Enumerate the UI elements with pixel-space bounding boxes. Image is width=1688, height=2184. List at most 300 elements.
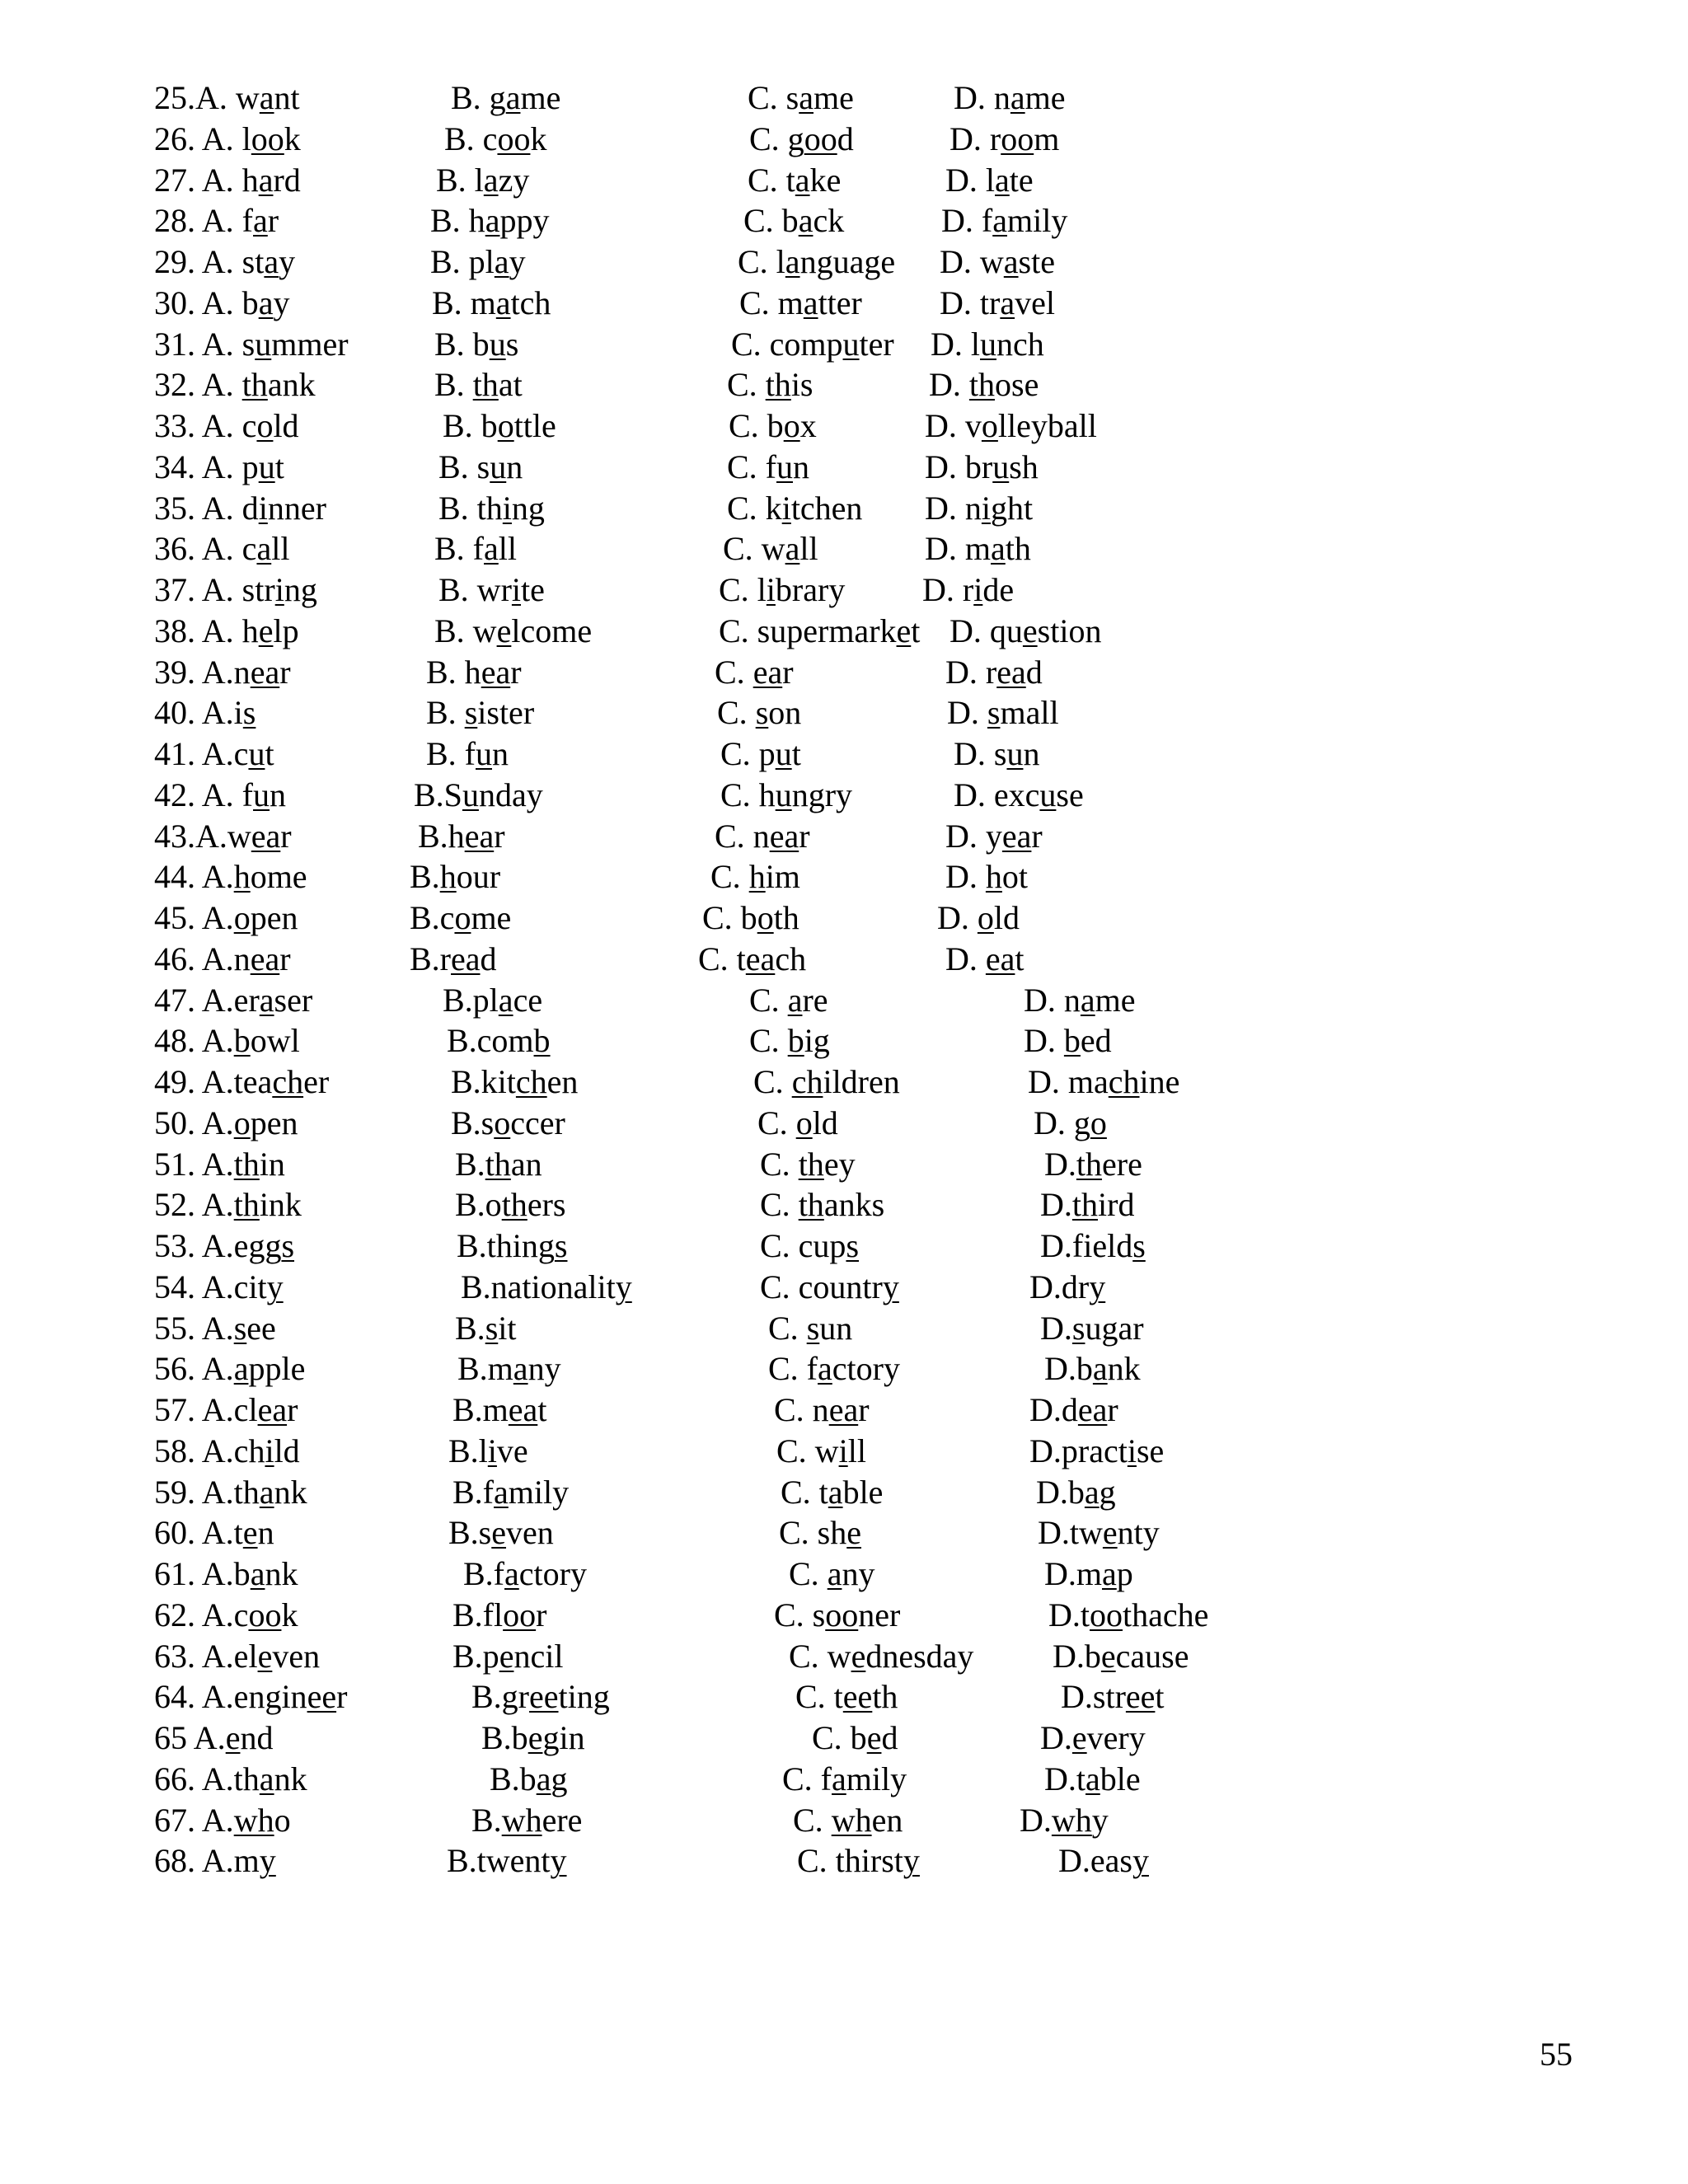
word-part: C. sh (779, 1514, 847, 1552)
word-part: k (530, 120, 547, 157)
question-number: 51. (154, 1145, 202, 1183)
option-d (950, 119, 1059, 160)
word-part: B.c (410, 899, 455, 936)
option-b (448, 1431, 528, 1472)
word-part: ven (506, 1514, 554, 1552)
option-b (447, 1840, 567, 1882)
option-d (1044, 1759, 1141, 1800)
word-part: mmer (271, 325, 349, 363)
option-a (154, 1840, 276, 1882)
word-part: thache (1123, 1596, 1209, 1633)
word-part: ter (859, 325, 894, 363)
question-number: 68. (154, 1842, 202, 1880)
underlined-sound: oo (1090, 1596, 1123, 1633)
word-part: C. (753, 1063, 792, 1100)
word-part: y (273, 284, 290, 321)
underlined-sound: ch (1108, 1063, 1140, 1100)
word-part: A.egg (201, 1227, 282, 1264)
underlined-sound: i (258, 489, 268, 527)
option-d (931, 324, 1044, 365)
word-part: ere (542, 1801, 583, 1839)
word-part: B.b (481, 1719, 528, 1756)
underlined-sound: i (274, 571, 284, 608)
option-c (812, 1718, 898, 1759)
underlined-sound: a (233, 1350, 249, 1388)
word-part: A. (201, 899, 234, 936)
option-a (154, 1759, 307, 1800)
question-number: 40. (154, 694, 202, 732)
option-d (937, 898, 1020, 939)
question-number: 28. (154, 202, 202, 240)
underlined-sound: s (281, 1227, 295, 1264)
word-part: B. s (438, 448, 490, 485)
word-part: B. l (436, 161, 484, 199)
question-number: 62. (154, 1596, 202, 1633)
option-d (1040, 1718, 1146, 1759)
underlined-sound: ea (1077, 1391, 1108, 1428)
option-c (774, 1595, 900, 1636)
question-number: 59. (154, 1473, 202, 1511)
word-part: D. v (925, 407, 982, 444)
word-part: stion (1037, 612, 1102, 649)
word-part: D.b (1044, 1350, 1093, 1388)
option-c (727, 488, 862, 529)
underlined-sound: oo (251, 120, 284, 157)
question-row (154, 1554, 1308, 1595)
option-a (154, 324, 349, 365)
word-part: A.b (201, 1555, 251, 1592)
underlined-sound: ee (842, 1678, 873, 1716)
underlined-sound: e (851, 1637, 866, 1675)
question-number: 41. (154, 735, 202, 772)
option-c (731, 324, 894, 365)
option-c (776, 1431, 866, 1472)
option-b (451, 1062, 578, 1103)
word-part: A.n (201, 653, 251, 691)
option-c (760, 1267, 899, 1308)
option-a (154, 1636, 320, 1677)
option-b (418, 816, 505, 857)
underlined-sound: u (776, 448, 793, 485)
word-part: ld (993, 899, 1020, 936)
word-part: ctory (832, 1350, 900, 1388)
underlined-sound: ee (529, 1678, 559, 1716)
option-b (438, 447, 523, 488)
underlined-sound: a (505, 79, 521, 116)
underlined-sound: a (495, 284, 511, 321)
word-part: B. (455, 1309, 485, 1347)
option-a (154, 1554, 298, 1595)
word-part: A. (201, 1104, 234, 1141)
underlined-sound: b (1063, 1022, 1081, 1060)
underlined-sound: o (783, 407, 800, 444)
option-a (154, 1718, 273, 1759)
word-part: D.b (1053, 1637, 1101, 1675)
word-part: D. exc (954, 776, 1040, 813)
word-part: n (492, 735, 509, 772)
question-number: 33. (154, 407, 202, 444)
word-part: D. (1040, 1719, 1072, 1756)
word-part: B.S (414, 776, 462, 813)
word-part: B. c (444, 120, 498, 157)
word-part: tchen (790, 489, 863, 527)
underlined-sound: b (787, 1022, 804, 1060)
option-c (789, 1554, 874, 1595)
underlined-sound: a (1000, 284, 1015, 321)
underlined-sound: o (494, 1104, 511, 1141)
option-b (457, 1348, 561, 1390)
underlined-sound: y (1089, 1268, 1106, 1305)
option-a (154, 652, 291, 693)
word-part: r (510, 653, 522, 691)
question-row (154, 1800, 1308, 1841)
question-number: 50. (154, 1104, 202, 1141)
option-d (1034, 1103, 1107, 1144)
underlined-sound: e (1071, 1719, 1087, 1756)
word-part: C. countr (760, 1268, 883, 1305)
option-a (154, 1267, 284, 1308)
word-part: B.m (452, 1391, 509, 1428)
option-a (154, 1676, 347, 1718)
option-c (749, 119, 854, 160)
question-row (154, 1676, 1308, 1718)
word-part: n (1023, 735, 1040, 772)
word-part: B. f (426, 735, 476, 772)
underlined-sound: s (1071, 1309, 1085, 1347)
option-b (490, 1759, 567, 1800)
option-a (154, 569, 317, 611)
underlined-sound: h (985, 858, 1002, 896)
word-part: n (506, 448, 523, 485)
question-list (154, 77, 1308, 1882)
word-part: lleyball (997, 407, 1097, 444)
word-part: D. f (941, 202, 993, 240)
word-part: r (1031, 817, 1043, 855)
word-part: ere (1102, 1145, 1142, 1183)
underlined-sound: a (828, 1473, 843, 1511)
underlined-sound: y (259, 1842, 276, 1880)
word-part: C. b (812, 1719, 867, 1756)
question-number: 32. (154, 366, 202, 404)
word-part: nk (274, 1473, 307, 1511)
question-number: 30. (154, 284, 202, 321)
word-part: ncil (513, 1637, 564, 1675)
question-row (154, 1390, 1308, 1431)
underlined-sound: a (256, 530, 272, 568)
word-part: n (270, 776, 287, 813)
underlined-sound: s (242, 694, 256, 732)
word-part: y (1091, 1801, 1109, 1839)
word-part: D.t (1048, 1596, 1090, 1633)
question-number: 61. (154, 1555, 202, 1592)
word-part: our (456, 858, 501, 896)
word-part: B. g (451, 79, 506, 116)
option-b (455, 1308, 517, 1349)
word-part: D. qu (950, 612, 1023, 649)
word-part: ner (858, 1596, 901, 1633)
question-row (154, 324, 1308, 365)
option-b (451, 1103, 565, 1144)
word-part: C. (789, 1555, 828, 1592)
word-part: dnesday (865, 1637, 974, 1675)
word-part: in (259, 1145, 285, 1183)
word-part: cause (1115, 1637, 1189, 1675)
option-d (925, 405, 1097, 447)
underlined-sound: a (991, 530, 1006, 568)
option-d (1058, 1840, 1149, 1882)
word-part: th (872, 1678, 898, 1716)
question-number: 34. (154, 448, 202, 485)
question-number: 48. (154, 1022, 202, 1060)
underlined-sound: y (550, 1842, 567, 1880)
underlined-sound: s (554, 1227, 568, 1264)
option-c (748, 160, 841, 201)
option-a (154, 1595, 298, 1636)
underlined-sound: y (903, 1842, 920, 1880)
option-b (430, 241, 526, 283)
question-row (154, 160, 1308, 201)
word-part: re (802, 981, 828, 1019)
word-part: n (257, 1514, 274, 1552)
underlined-sound: a (259, 1473, 274, 1511)
option-d (1044, 1144, 1142, 1185)
word-part: A. str (201, 571, 275, 608)
question-number: 31. (154, 325, 202, 363)
underlined-sound: a (258, 284, 274, 321)
option-d (947, 692, 1059, 733)
word-part: nk (265, 1555, 298, 1592)
underlined-sound: u (980, 325, 996, 363)
word-part: A. b (201, 284, 259, 321)
word-part: D.str (1061, 1678, 1126, 1716)
option-a (154, 77, 300, 119)
word-part: C. thirst (797, 1842, 903, 1880)
word-part: B. b (443, 407, 498, 444)
word-part: C. t (781, 1473, 828, 1511)
option-b (452, 1472, 569, 1513)
question-number: 57. (154, 1391, 202, 1428)
underlined-sound: oo (503, 1596, 537, 1633)
word-part: ll (271, 530, 290, 568)
question-row (154, 1103, 1308, 1144)
option-c (797, 1840, 920, 1882)
word-part: ttle (513, 407, 556, 444)
word-part: A. (201, 1350, 234, 1388)
word-part: ld (812, 1104, 838, 1141)
word-part: y (509, 243, 526, 280)
word-part: y (279, 243, 296, 280)
underlined-sound: u (1006, 735, 1024, 772)
word-part: nner (267, 489, 326, 527)
word-part: B.nationalit (461, 1268, 616, 1305)
question-number: 43. (154, 817, 195, 855)
underlined-sound: i (502, 489, 512, 527)
word-part: t (537, 1391, 547, 1428)
option-a (154, 980, 312, 1021)
option-d (945, 939, 1025, 980)
word-part: en (871, 1801, 903, 1839)
word-part: tter (818, 284, 862, 321)
underlined-sound: u (255, 325, 272, 363)
word-part: A. (201, 1022, 234, 1060)
question-number: 47. (154, 981, 202, 1019)
question-number: 42. (154, 776, 202, 813)
word-part: D. n (954, 79, 1010, 116)
word-part: A.th (201, 1760, 260, 1797)
word-part: A. h (201, 612, 259, 649)
question-row (154, 939, 1308, 980)
option-a (154, 1226, 294, 1267)
underlined-sound: ea (745, 940, 776, 977)
question-row (154, 1636, 1308, 1677)
option-c (717, 692, 801, 733)
word-part: C. s (774, 1596, 826, 1633)
word-part: r (279, 653, 291, 691)
underlined-sound: th (798, 1186, 824, 1224)
word-part: D. br (925, 448, 993, 485)
word-part: C. (760, 1186, 799, 1224)
word-part: A. (201, 1186, 234, 1224)
word-part: D.m (1044, 1555, 1102, 1592)
option-c (793, 1800, 903, 1841)
word-part: C. (749, 981, 788, 1019)
underlined-sound: th (233, 1186, 260, 1224)
underlined-sound: b (533, 1022, 551, 1060)
option-b (434, 324, 518, 365)
question-row (154, 405, 1308, 447)
word-part: ildren (823, 1063, 900, 1100)
option-b (410, 898, 511, 939)
word-part: D. g (1034, 1104, 1090, 1141)
underlined-sound: h (439, 858, 457, 896)
word-part: C. cup (760, 1227, 846, 1264)
option-a (154, 1103, 298, 1144)
option-a (154, 447, 284, 488)
word-part: ers (527, 1186, 566, 1224)
word-part: er (303, 1063, 330, 1100)
word-part: ll (799, 530, 818, 568)
question-row (154, 1062, 1308, 1103)
option-c (720, 775, 852, 816)
word-part: D. tr (940, 284, 1001, 321)
word-part: D. y (945, 817, 1002, 855)
option-a (154, 898, 298, 939)
word-part: A. st (201, 243, 265, 280)
word-part: D. (945, 858, 986, 896)
option-b (463, 1554, 587, 1595)
underlined-sound: a (494, 243, 509, 280)
word-part: A.cl (201, 1391, 258, 1428)
underlined-sound: wh (233, 1801, 274, 1839)
word-part: lp (273, 612, 299, 649)
underlined-sound: th (968, 366, 996, 404)
option-a (154, 1800, 291, 1841)
word-part: B. m (432, 284, 496, 321)
word-part: D. ma (1028, 1063, 1109, 1100)
word-part: A.cit (201, 1268, 267, 1305)
option-c (781, 1472, 883, 1513)
underlined-sound: a (803, 284, 818, 321)
word-part: t (911, 612, 921, 649)
option-b (455, 1184, 565, 1226)
underlined-sound: e (1102, 1514, 1118, 1552)
option-c (749, 980, 828, 1021)
underlined-sound: th (241, 366, 268, 404)
option-b (451, 77, 560, 119)
word-part: B. (434, 366, 473, 404)
word-part: r (536, 1596, 547, 1633)
option-a (154, 1472, 307, 1513)
word-part: B. (455, 1145, 485, 1183)
underlined-sound: o (233, 1104, 251, 1141)
question-row (154, 1595, 1308, 1636)
underlined-sound: a (1085, 1760, 1100, 1797)
underlined-sound: a (498, 981, 513, 1019)
word-part: ny (528, 1350, 561, 1388)
word-part: mily (846, 1760, 907, 1797)
question-row (154, 1184, 1308, 1226)
option-c (795, 1676, 898, 1718)
question-row (154, 611, 1308, 652)
underlined-sound: a (995, 161, 1010, 199)
word-part: A. h (201, 161, 259, 199)
underlined-sound: u (775, 776, 792, 813)
word-part: k (284, 120, 301, 157)
word-part: ank (267, 366, 316, 404)
word-part: A. (201, 858, 234, 896)
word-part: me (1025, 79, 1066, 116)
question-number: 45. (154, 899, 202, 936)
word-part: ck (813, 202, 845, 240)
option-a (154, 692, 256, 733)
option-c (710, 856, 800, 898)
question-number: 63. (154, 1637, 202, 1675)
option-c (727, 364, 814, 405)
word-part: owl (250, 1022, 300, 1060)
underlined-sound: e (896, 612, 912, 649)
word-part: ve (496, 1432, 528, 1469)
option-d (1040, 1308, 1144, 1349)
underlined-sound: i (973, 571, 983, 608)
option-c (715, 816, 810, 857)
underlined-sound: e (866, 1719, 882, 1756)
word-part: C. (757, 1104, 796, 1141)
option-d (925, 488, 1033, 529)
word-part: th (773, 899, 799, 936)
word-part: r (782, 653, 794, 691)
word-part: ng (284, 571, 317, 608)
underlined-sound: i (766, 571, 776, 608)
word-part: B. b (434, 325, 490, 363)
underlined-sound: oo (1001, 120, 1034, 157)
word-part: D.tw (1038, 1514, 1103, 1552)
underlined-sound: th (798, 1145, 824, 1183)
underlined-sound: ea (985, 940, 1015, 977)
option-a (154, 856, 307, 898)
question-row (154, 1144, 1308, 1185)
word-part: A. (201, 1801, 234, 1839)
word-part: ser (274, 981, 313, 1019)
underlined-sound: i (781, 489, 791, 527)
underlined-sound: e (1100, 1637, 1116, 1675)
option-a (154, 283, 289, 324)
underlined-sound: ea (481, 653, 511, 691)
option-d (1024, 1020, 1112, 1062)
word-part: r (494, 817, 505, 855)
word-part: nk (1107, 1350, 1141, 1388)
word-part: ister (477, 694, 535, 732)
option-a (154, 488, 326, 529)
